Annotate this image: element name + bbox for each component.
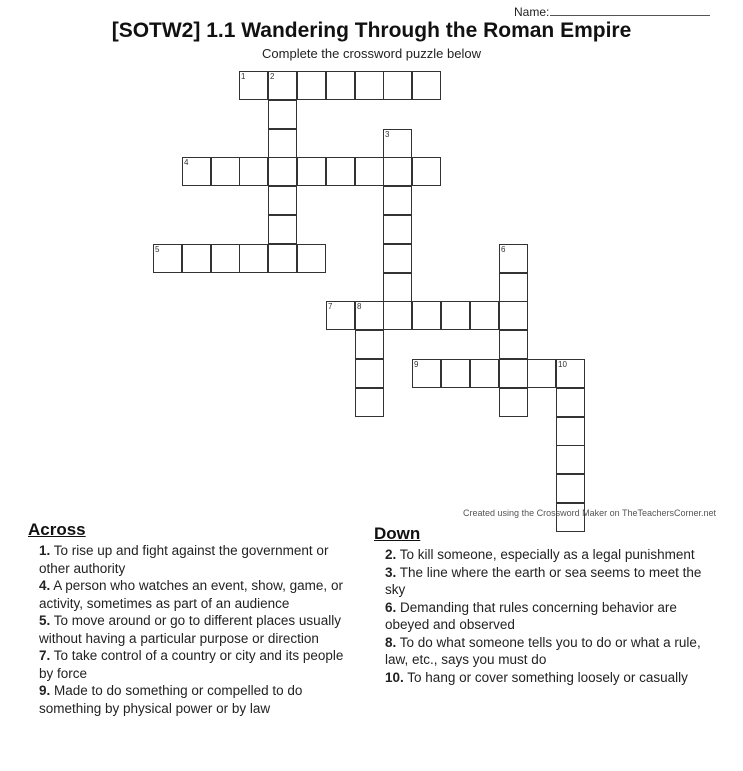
cell-number: 6: [501, 245, 506, 254]
crossword-cell[interactable]: [297, 244, 326, 273]
across-clue: [28, 542, 358, 577]
crossword-cell[interactable]: [297, 71, 326, 100]
crossword-cell[interactable]: [412, 157, 441, 186]
crossword-cell[interactable]: [383, 71, 412, 100]
crossword-cell[interactable]: [211, 157, 240, 186]
across-clue-list: [28, 542, 358, 717]
crossword-cell[interactable]: [499, 388, 528, 417]
crossword-cell[interactable]: [239, 244, 268, 273]
clue-number: 7.: [39, 648, 51, 663]
crossword-cell[interactable]: [470, 301, 499, 330]
down-clue: [374, 599, 719, 634]
crossword-cell[interactable]: [297, 157, 326, 186]
down-clue: [374, 669, 719, 687]
clue-number: 4.: [39, 578, 51, 593]
crossword-cell[interactable]: [326, 301, 355, 330]
crossword-cell[interactable]: [268, 186, 297, 215]
crossword-cell[interactable]: [556, 417, 585, 446]
crossword-cell[interactable]: [556, 359, 585, 388]
crossword-cell[interactable]: [383, 244, 412, 273]
crossword-cell[interactable]: [499, 301, 528, 330]
crossword-cell[interactable]: [326, 157, 355, 186]
clue-text: Made to do something or compelled to do something by physical power or by law: [39, 683, 303, 716]
crossword-cell[interactable]: [556, 474, 585, 503]
crossword-cell[interactable]: [268, 244, 297, 273]
down-clue-list: [374, 546, 719, 686]
crossword-cell[interactable]: [268, 129, 297, 158]
clue-number: 8.: [385, 634, 397, 650]
cell-number: 1: [241, 72, 246, 81]
cell-number: 7: [328, 302, 333, 311]
crossword-cell[interactable]: [441, 301, 470, 330]
clue-text: Demanding that rules concerning behavior are obeyed and observed: [385, 599, 677, 632]
crossword-cell[interactable]: [268, 157, 297, 186]
crossword-cell[interactable]: [556, 388, 585, 417]
crossword-cell[interactable]: [383, 129, 412, 158]
crossword-cell[interactable]: [153, 244, 182, 273]
crossword-cell[interactable]: [268, 100, 297, 129]
clue-text: To take control of a country or city and its people by force: [39, 648, 344, 681]
name-label: Name:: [514, 5, 550, 19]
crossword-cell[interactable]: [355, 157, 384, 186]
crossword-cell[interactable]: [412, 71, 441, 100]
crossword-cell[interactable]: [499, 273, 528, 302]
crossword-cell[interactable]: [383, 215, 412, 244]
across-clue: [28, 612, 358, 647]
crossword-cell[interactable]: [211, 244, 240, 273]
clue-text: To do what someone tells you to do or what a rule, law, etc., says you must do: [385, 634, 701, 667]
page-title: [SOTW2] 1.1 Wandering Through the Roman Empire: [111, 19, 632, 42]
crossword-cell[interactable]: [499, 244, 528, 273]
clue-number: 3.: [385, 564, 397, 580]
crossword-cell[interactable]: [326, 71, 355, 100]
crossword-cell[interactable]: [182, 244, 211, 273]
crossword-cell[interactable]: [239, 157, 268, 186]
crossword-cell[interactable]: [441, 359, 470, 388]
crossword-cell[interactable]: [355, 71, 384, 100]
cell-number: 8: [357, 302, 362, 311]
clue-number: 10.: [385, 669, 404, 685]
crossword-cell[interactable]: [355, 330, 384, 359]
crossword-cell[interactable]: [556, 445, 585, 474]
clue-text: To kill someone, especially as a legal punishment: [396, 547, 695, 562]
crossword-cell[interactable]: [527, 359, 556, 388]
crossword-cell[interactable]: [383, 301, 412, 330]
across-clue: [28, 577, 358, 612]
cell-number: 5: [155, 245, 160, 254]
cell-number: 3: [385, 130, 390, 139]
down-clues: [374, 524, 719, 686]
crossword-cell[interactable]: [355, 359, 384, 388]
clue-number: 9.: [39, 683, 51, 698]
down-clue: [374, 564, 719, 599]
crossword-cell[interactable]: [268, 215, 297, 244]
crossword-cell[interactable]: [499, 330, 528, 359]
cell-number: 4: [184, 158, 189, 167]
clue-text: To hang or cover something loosely or casually: [403, 669, 688, 685]
across-clue: [28, 647, 358, 682]
clue-text: To move around or go to different places usually without having a particular purpose or direction: [39, 613, 341, 646]
crossword-cell[interactable]: [383, 186, 412, 215]
clue-text: To rise up and fight against the government or other authority: [39, 543, 329, 576]
crossword-cell[interactable]: [268, 71, 297, 100]
credit-line: Created using the Crossword Maker on TheTeachersCorner.net: [463, 508, 716, 518]
cell-number: 10: [558, 360, 567, 369]
down-heading: Down: [374, 524, 421, 543]
crossword-cell[interactable]: [412, 301, 441, 330]
crossword-cell[interactable]: [239, 71, 268, 100]
down-clue: [374, 634, 719, 669]
crossword-cell[interactable]: [182, 157, 211, 186]
crossword-cell[interactable]: [499, 359, 528, 388]
clue-number: 5.: [39, 613, 51, 628]
name-blank-line[interactable]: [550, 4, 710, 16]
clue-text: A person who watches an event, show, game, or activity, sometimes as part of an audience: [39, 578, 343, 611]
crossword-cell[interactable]: [383, 273, 412, 302]
crossword-cell[interactable]: [383, 157, 412, 186]
clue-text: The line where the earth or sea seems to meet the sky: [385, 564, 702, 597]
cell-number: 9: [414, 360, 419, 369]
crossword-cell[interactable]: [470, 359, 499, 388]
name-field[interactable]: [514, 4, 717, 19]
down-clue: [374, 546, 719, 564]
instructions: Complete the crossword puzzle below: [262, 46, 481, 61]
cell-number: 2: [270, 72, 275, 81]
crossword-cell[interactable]: [355, 301, 384, 330]
across-clues: [28, 520, 358, 717]
clue-number: 1.: [39, 543, 51, 558]
across-clue: [28, 682, 358, 717]
clue-number: 6.: [385, 599, 397, 615]
across-heading: Across: [28, 520, 86, 539]
crossword-cell[interactable]: [355, 388, 384, 417]
clue-number: 2.: [385, 547, 397, 562]
crossword-cell[interactable]: [412, 359, 441, 388]
